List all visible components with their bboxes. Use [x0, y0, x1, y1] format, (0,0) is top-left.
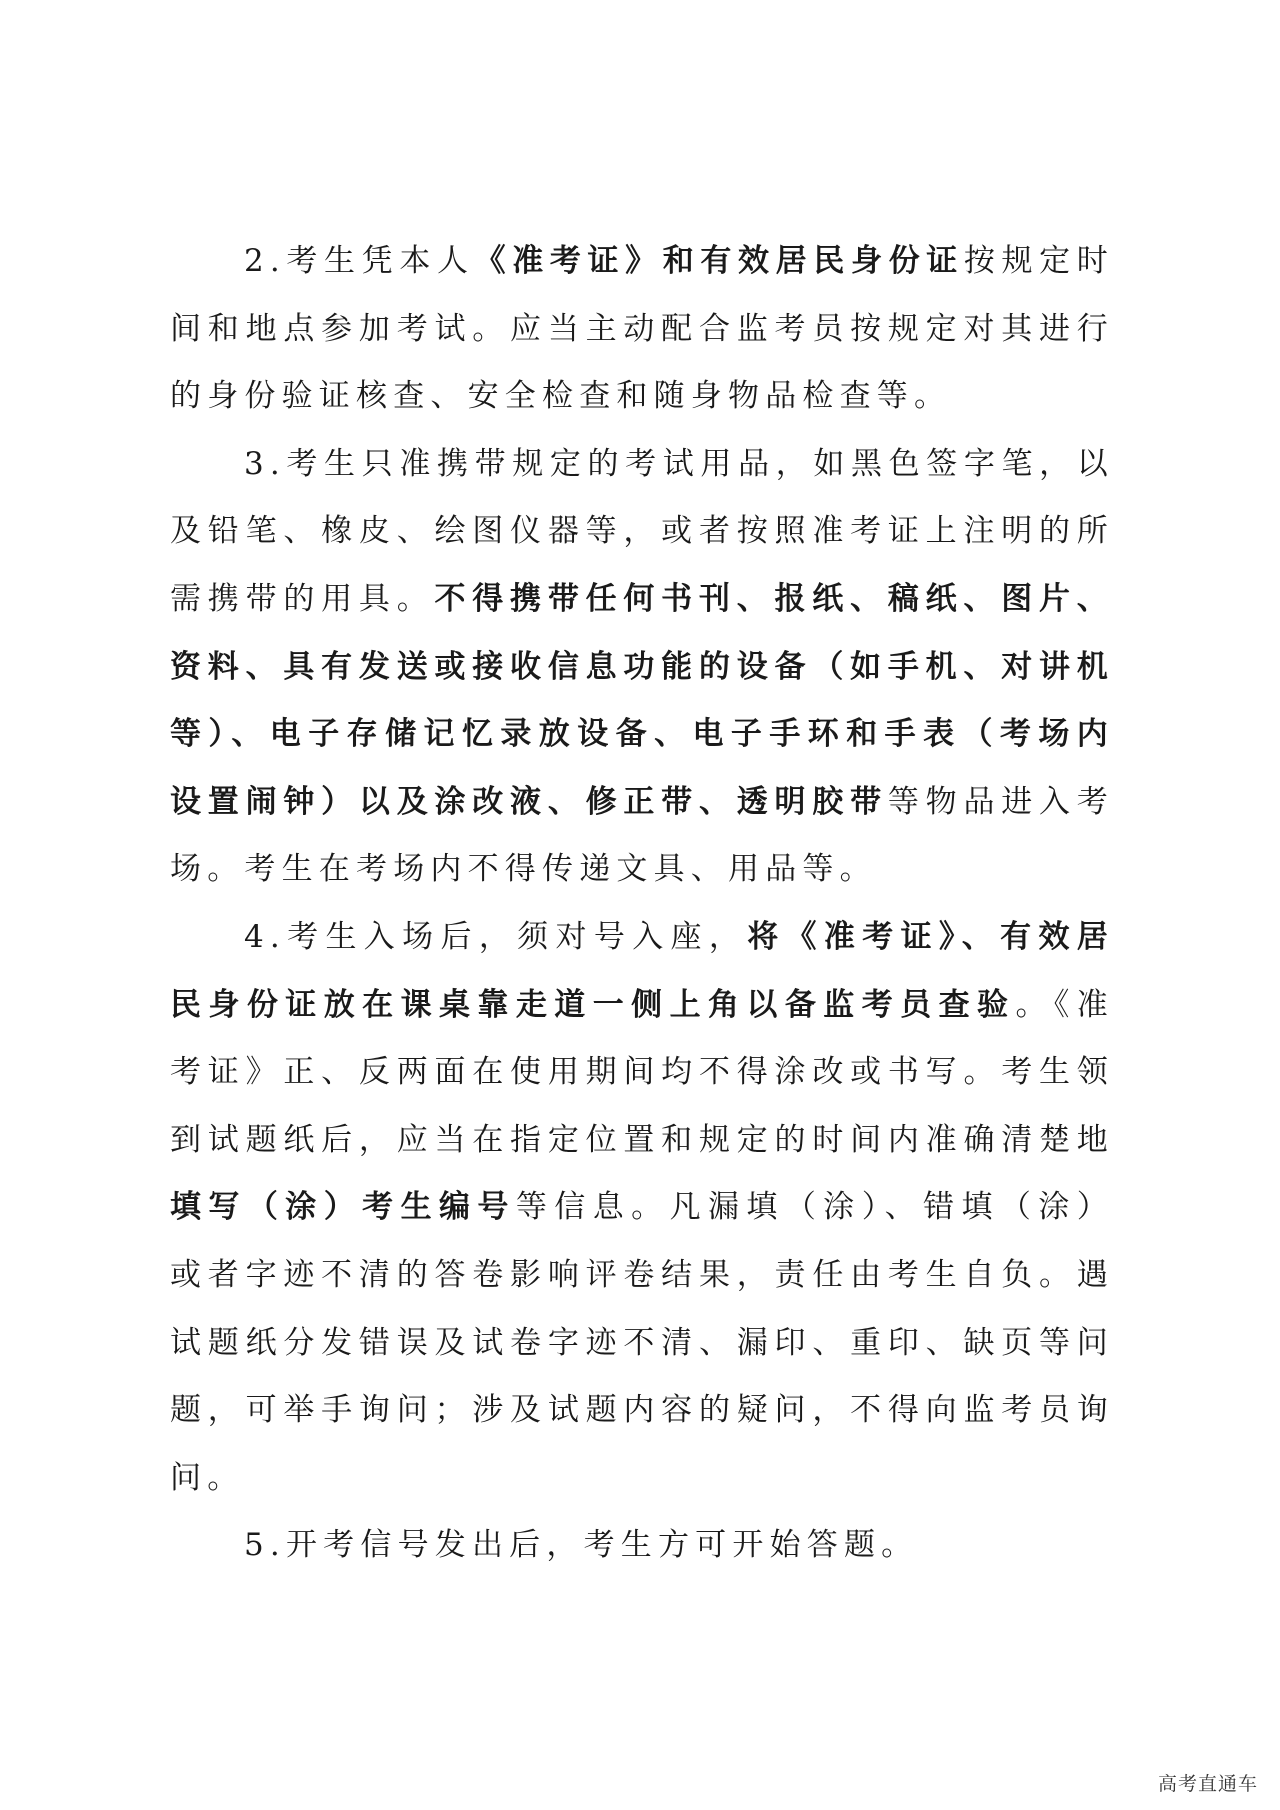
paragraph-item-3	[170, 431, 1114, 904]
para-3-text-2: 等物品进入考场。考生在考场内不得传递文具、用品等。	[170, 783, 1114, 888]
para-4-text-2: 。《准考证》正、反两面在使用期间均不得涂改或书写。考生领到试题纸后，应当在指定位置和规定的时间内准确清楚地	[170, 986, 1114, 1158]
para-4-bold-1: 将《准考证》、有效居民身份证放在课桌靠走道一侧上角以备监考员查验	[170, 918, 1114, 1023]
paragraph-item-4	[170, 904, 1114, 1512]
paragraph-item-2	[170, 228, 1114, 431]
para-5-text-1: 5.开考信号发出后，考生方可开始答题。	[244, 1527, 919, 1564]
para-4-text-3: 等信息。凡漏填（涂）、错填（涂）或者字迹不清的答卷影响评卷结果，责任由考生自负。遇试题纸分发错误及试卷字迹不清、漏印、重印、缺页等问题，可举手询问；涉及试题内容的疑问，不得向监考员询问。	[170, 1189, 1114, 1496]
paragraph-item-5	[170, 1512, 1114, 1580]
watermark-label: 高考直通车	[1157, 1773, 1258, 1795]
para-4-bold-2: 填写（涂）考生编号	[170, 1189, 516, 1226]
para-4-text-1: 4.考生入场后，须对号入座，	[244, 918, 748, 955]
document-body	[170, 228, 1114, 1580]
para-2-text-2: 按规定时间和地点参加考试。应当主动配合监考员按规定对其进行的身份验证核查、安全检查和随身物品检查等。	[170, 243, 1114, 415]
para-3-bold-1: 不得携带任何书刊、报纸、稿纸、图片、资料、具有发送或接收信息功能的设备（如手机、对讲机等）、电子存储记忆录放设备、电子手环和手表（考场内设置闹钟）以及涂改液、修正带、透明胶带	[170, 580, 1114, 820]
para-2-bold-1: 《准考证》和有效居民身份证	[474, 243, 964, 279]
para-2-text-1: 2.考生凭本人	[244, 243, 475, 279]
para-3-text-1: 3.考生只准携带规定的考试用品，如黑色签字笔，以及铅笔、橡皮、绘图仪器等，或者按照准考证上注明的所需携带的用具。	[170, 445, 1114, 617]
